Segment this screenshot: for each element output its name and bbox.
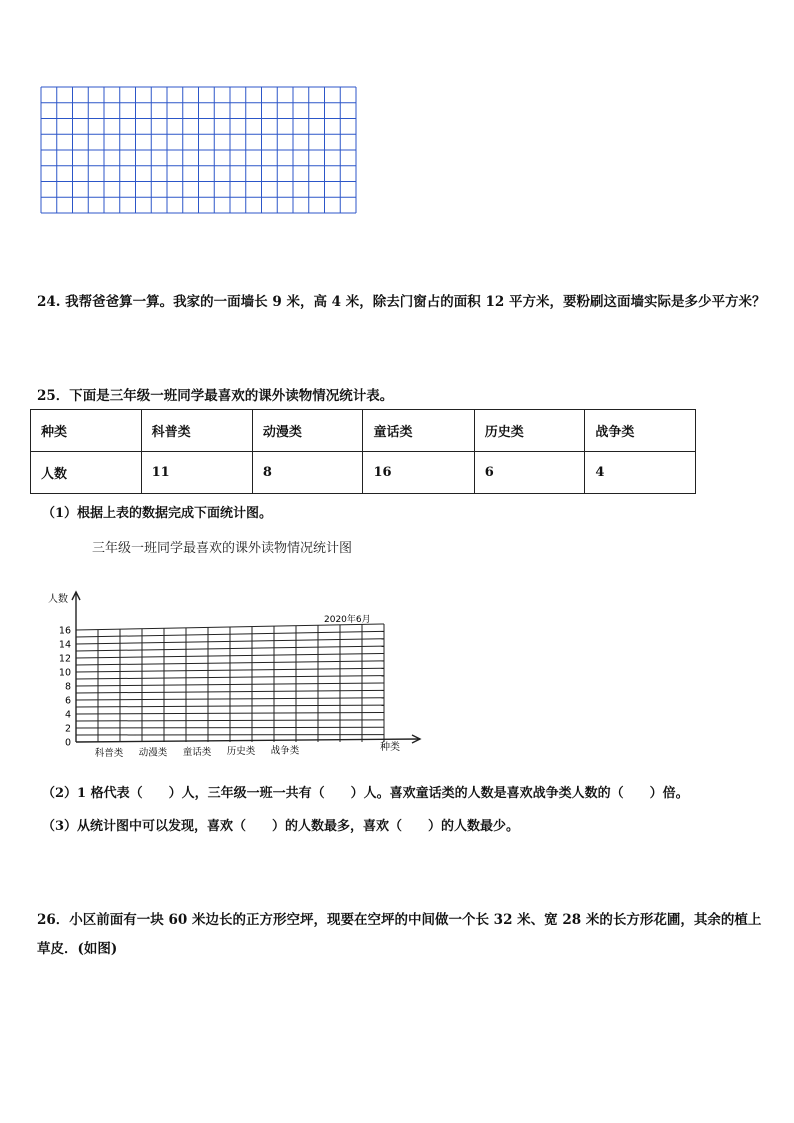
table-cell: 历史类: [474, 410, 585, 452]
y-tick-label: 2: [64, 723, 71, 735]
chart-date-note: 2020年6月: [324, 615, 371, 625]
question-25-part-3: （3）从统计图中可以发现，喜欢（ ）的人数最多，喜欢（ ）的人数最少。: [42, 819, 520, 834]
table-cell: 童话类: [363, 410, 474, 452]
y-tick-label: 6: [64, 695, 71, 707]
table-row: [31, 452, 696, 494]
chart-title: 三年级一班同学最喜欢的课外读物情况统计图: [92, 541, 353, 556]
table-cell: 人数: [31, 452, 142, 494]
chart-grid: [76, 624, 384, 742]
bar-chart: [40, 580, 440, 765]
table-cell: 6: [474, 452, 585, 494]
y-tick-labels: [59, 626, 71, 749]
y-axis-label: 人数: [48, 594, 68, 605]
question-25-part-1: （1）根据上表的数据完成下面统计图。: [42, 506, 273, 521]
x-tick-label: 童话类: [182, 746, 212, 758]
table-cell: 科普类: [141, 410, 252, 452]
question-25: 25．下面是三年级一班同学最喜欢的课外读物情况统计表。: [37, 388, 394, 404]
y-tick-label: 12: [58, 653, 71, 665]
table-cell: 16: [363, 452, 474, 494]
table-cell: 种类: [31, 410, 142, 452]
question-26-line-1: 26．小区前面有一块 60 米边长的正方形空坪，现要在空坪的中间做一个长 32 米、宽 28 米的长方形花圃，其余的植上: [37, 912, 762, 928]
y-tick-label: 0: [64, 737, 71, 749]
question-25-part-2: （2）1 格代表（ ）人，三年级一班一共有（ ）人。喜欢童话类的人数是喜欢战争类人数的（ ）倍。: [42, 786, 689, 801]
blue-square-grid: [40, 86, 358, 216]
table-cell: 动漫类: [252, 410, 363, 452]
y-tick-label: 8: [64, 681, 71, 693]
reading-stats-table: [30, 409, 696, 494]
y-tick-label: 14: [58, 639, 71, 651]
table-cell: 11: [141, 452, 252, 494]
y-tick-label: 10: [58, 667, 71, 679]
y-tick-label: 16: [58, 625, 71, 637]
table-cell: 4: [585, 452, 696, 494]
y-tick-label: 4: [64, 709, 71, 721]
table-cell: 8: [252, 452, 363, 494]
x-axis: [76, 739, 420, 742]
x-tick-label: 历史类: [226, 746, 256, 758]
question-24: 24. 我帮爸爸算一算。我家的一面墙长 9 米，高 4 米，除去门窗占的面积 12 平方米，要粉刷这面墙实际是多少平方米？: [37, 294, 766, 310]
question-26-line-2: 草皮．(如图): [37, 941, 118, 957]
x-axis-label: 种类: [380, 742, 400, 753]
x-tick-label: 战争类: [270, 745, 300, 757]
x-tick-label: 动漫类: [138, 747, 168, 759]
table-row: [31, 410, 696, 452]
table-cell: 战争类: [585, 410, 696, 452]
x-tick-labels: [95, 745, 300, 759]
x-tick-label: 科普类: [94, 748, 124, 759]
